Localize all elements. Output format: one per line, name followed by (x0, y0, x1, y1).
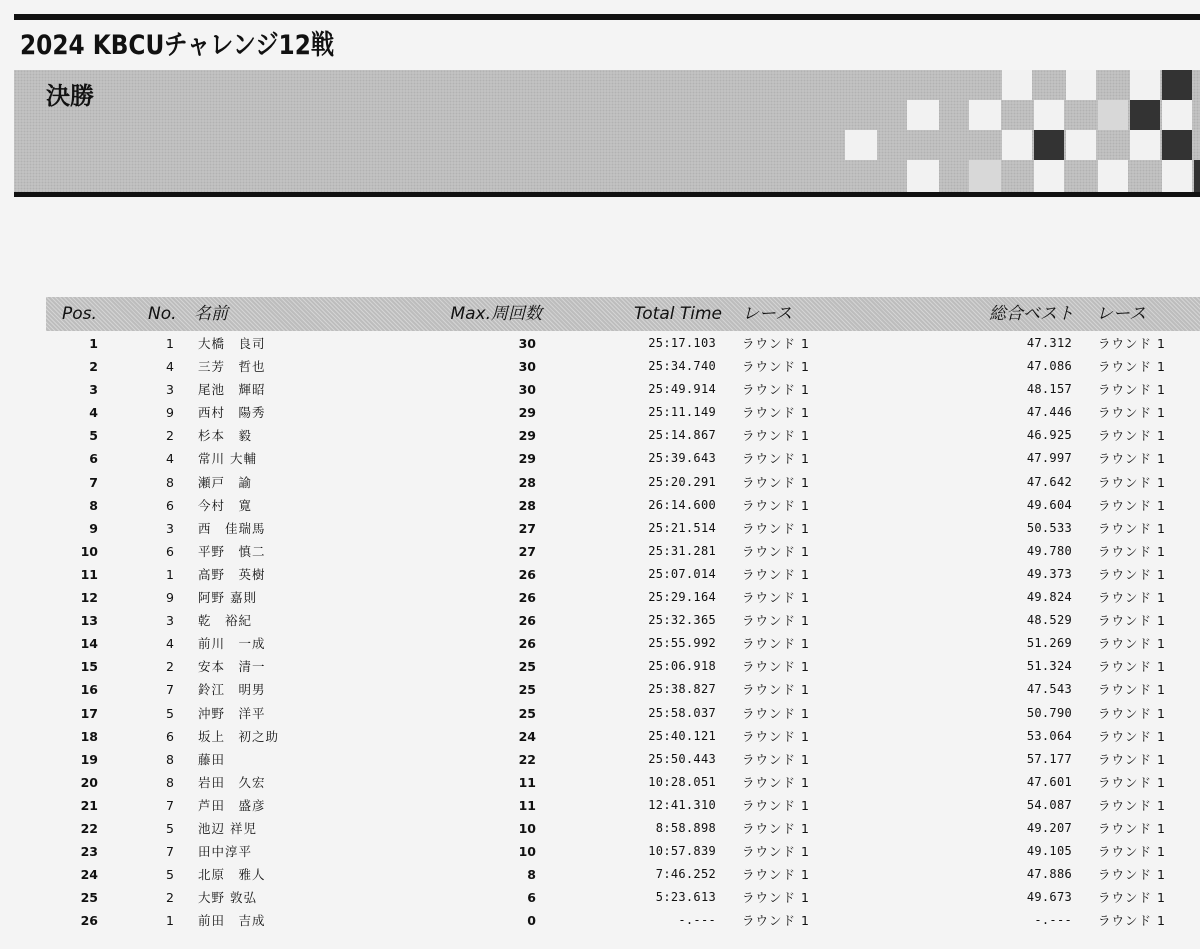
driver-name: 芦田 盛彦 (198, 797, 266, 813)
total-time: 10:28.051 (648, 774, 716, 789)
table-row (0, 725, 1200, 748)
race-label: ラウンド 1 (742, 728, 810, 744)
overall-best-lap: 47.086 (1026, 359, 1072, 374)
col-max-laps: Max.周回数 (450, 304, 542, 324)
max-laps: 26 (518, 613, 536, 629)
max-laps: 25 (518, 682, 536, 698)
car-number: 2 (166, 659, 174, 675)
overall-best-lap: 50.790 (1026, 705, 1072, 720)
best-lap-race-label: ラウンド 1 (1098, 751, 1166, 767)
race-label: ラウンド 1 (742, 844, 810, 860)
car-number: 8 (166, 751, 174, 767)
table-row (0, 378, 1200, 401)
overall-best-lap: -.--- (1034, 913, 1072, 928)
table-row (0, 494, 1200, 517)
table-row (0, 471, 1200, 494)
table-row (0, 702, 1200, 725)
best-lap-race-label: ラウンド 1 (1098, 382, 1166, 398)
overall-best-lap: 47.642 (1026, 474, 1072, 489)
overall-best-lap: 57.177 (1026, 751, 1072, 766)
driver-name: 高野 英樹 (198, 566, 266, 582)
max-laps: 11 (518, 797, 536, 813)
table-row (0, 563, 1200, 586)
race-label: ラウンド 1 (742, 659, 810, 675)
position: 3 (89, 382, 98, 398)
table-row (0, 886, 1200, 909)
max-laps: 30 (518, 382, 536, 398)
race-label: ラウンド 1 (742, 497, 810, 513)
best-lap-race-label: ラウンド 1 (1098, 405, 1166, 421)
title-banner (14, 70, 1200, 192)
driver-name: 尾池 輝昭 (198, 382, 266, 398)
overall-best-lap: 49.105 (1026, 844, 1072, 859)
driver-name: 藤田 (198, 751, 226, 767)
position: 25 (80, 890, 98, 906)
table-row (0, 424, 1200, 447)
best-lap-race-label: ラウンド 1 (1098, 659, 1166, 675)
position: 12 (80, 590, 98, 606)
best-lap-race-label: ラウンド 1 (1098, 913, 1166, 929)
overall-best-lap: 53.064 (1026, 728, 1072, 743)
max-laps: 28 (518, 474, 536, 490)
position: 13 (80, 613, 98, 629)
total-time: 25:06.918 (648, 659, 716, 674)
max-laps: 28 (518, 497, 536, 513)
car-number: 3 (166, 613, 174, 629)
total-time: 25:31.281 (648, 543, 716, 558)
race-label: ラウンド 1 (742, 336, 810, 351)
best-lap-race-label: ラウンド 1 (1098, 774, 1166, 790)
best-lap-race-label: ラウンド 1 (1098, 682, 1166, 698)
driver-name: 三芳 哲也 (198, 359, 266, 375)
table-row (0, 609, 1200, 632)
driver-name: 安本 清一 (198, 659, 266, 675)
total-time: 25:34.740 (648, 359, 716, 374)
race-label: ラウンド 1 (742, 543, 810, 559)
car-number: 1 (166, 913, 174, 929)
col-no: No. (148, 304, 177, 324)
overall-best-lap: 51.269 (1026, 636, 1072, 651)
total-time: 25:20.291 (648, 474, 716, 489)
max-laps: 27 (518, 520, 536, 536)
position: 4 (89, 405, 98, 421)
car-number: 3 (166, 520, 174, 536)
best-lap-race-label: ラウンド 1 (1098, 474, 1166, 490)
max-laps: 6 (527, 890, 536, 906)
position: 20 (80, 774, 98, 790)
race-label: ラウンド 1 (742, 382, 810, 398)
best-lap-race-label: ラウンド 1 (1098, 705, 1166, 721)
total-time: 25:38.827 (648, 682, 716, 697)
total-time: 25:39.643 (648, 451, 716, 466)
race-label: ラウンド 1 (742, 520, 810, 536)
race-label: ラウンド 1 (742, 797, 810, 813)
best-lap-race-label: ラウンド 1 (1098, 867, 1166, 883)
table-row (0, 863, 1200, 886)
max-laps: 29 (518, 451, 536, 467)
position: 15 (80, 659, 98, 675)
table-row (0, 355, 1200, 378)
total-time: 25:32.365 (648, 613, 716, 628)
car-number: 4 (166, 451, 174, 467)
overall-best-lap: 49.207 (1026, 820, 1072, 835)
overall-best-lap: 47.543 (1026, 682, 1072, 697)
best-lap-race-label: ラウンド 1 (1098, 636, 1166, 652)
total-time: 25:21.514 (648, 520, 716, 535)
overall-best-lap: 46.925 (1026, 428, 1072, 443)
race-label: ラウンド 1 (742, 359, 810, 375)
driver-name: 大野 敦弘 (198, 890, 257, 906)
total-time: -.--- (678, 913, 716, 928)
driver-name: 西村 陽秀 (198, 405, 266, 421)
driver-name: 阿野 嘉則 (198, 590, 257, 606)
page-title: 2024 KBCUチャレンジ12戦 (20, 30, 335, 61)
col-total-time: Total Time (633, 304, 722, 324)
total-time: 7:46.252 (655, 867, 716, 882)
max-laps: 26 (518, 566, 536, 582)
car-number: 6 (166, 728, 174, 744)
car-number: 4 (166, 359, 174, 375)
total-time: 25:14.867 (648, 428, 716, 443)
checkered-flag-graphic (14, 70, 1200, 192)
position: 1 (89, 336, 98, 351)
car-number: 1 (166, 336, 174, 351)
table-row (0, 540, 1200, 563)
table-row (0, 517, 1200, 540)
best-lap-race-label: ラウンド 1 (1098, 520, 1166, 536)
overall-best-lap: 47.997 (1026, 451, 1072, 466)
overall-best-lap: 51.324 (1026, 659, 1072, 674)
overall-best-lap: 47.886 (1026, 867, 1072, 882)
race-label: ラウンド 1 (742, 751, 810, 767)
car-number: 4 (166, 636, 174, 652)
car-number: 3 (166, 382, 174, 398)
table-row (0, 840, 1200, 863)
best-lap-race-label: ラウンド 1 (1098, 820, 1166, 836)
position: 7 (89, 474, 98, 490)
best-lap-race-label: ラウンド 1 (1098, 566, 1166, 582)
max-laps: 10 (518, 844, 536, 860)
position: 21 (80, 797, 98, 813)
total-time: 25:55.992 (648, 636, 716, 651)
overall-best-lap: 48.157 (1026, 382, 1072, 397)
table-row (0, 817, 1200, 840)
total-time: 25:17.103 (648, 336, 716, 350)
driver-name: 前田 吉成 (198, 913, 266, 929)
table-row (0, 748, 1200, 771)
max-laps: 0 (527, 913, 536, 929)
table-row (0, 909, 1200, 932)
car-number: 9 (166, 590, 174, 606)
race-label: ラウンド 1 (742, 451, 810, 467)
max-laps: 24 (518, 728, 536, 744)
top-rule (14, 14, 1200, 20)
best-lap-race-label: ラウンド 1 (1098, 451, 1166, 467)
table-row (0, 586, 1200, 609)
race-session-label: 決勝 (46, 82, 94, 110)
table-row (0, 632, 1200, 655)
table-row (0, 771, 1200, 794)
car-number: 7 (166, 797, 174, 813)
total-time: 25:58.037 (648, 705, 716, 720)
position: 22 (80, 820, 98, 836)
col-pos: Pos. (62, 304, 97, 324)
driver-name: 今村 寛 (198, 497, 253, 513)
race-label: ラウンド 1 (742, 636, 810, 652)
total-time: 12:41.310 (648, 797, 716, 812)
overall-best-lap: 54.087 (1026, 797, 1072, 812)
max-laps: 10 (518, 820, 536, 836)
race-label: ラウンド 1 (742, 405, 810, 421)
total-time: 25:50.443 (648, 751, 716, 766)
total-time: 25:29.164 (648, 590, 716, 605)
driver-name: 平野 慎二 (198, 543, 266, 559)
col-name: 名前 (194, 304, 228, 324)
best-lap-race-label: ラウンド 1 (1098, 590, 1166, 606)
driver-name: 大橋 良司 (198, 336, 266, 351)
best-lap-race-label: ラウンド 1 (1098, 728, 1166, 744)
total-time: 25:49.914 (648, 382, 716, 397)
car-number: 7 (166, 682, 174, 698)
race-label: ラウンド 1 (742, 428, 810, 444)
car-number: 6 (166, 543, 174, 559)
race-label: ラウンド 1 (742, 774, 810, 790)
col-best-race: レース (1096, 304, 1147, 324)
race-label: ラウンド 1 (742, 913, 810, 929)
overall-best-lap: 49.373 (1026, 566, 1072, 581)
driver-name: 杉本 毅 (198, 428, 253, 444)
max-laps: 8 (527, 867, 536, 883)
race-label: ラウンド 1 (742, 867, 810, 883)
position: 6 (89, 451, 98, 467)
race-label: ラウンド 1 (742, 566, 810, 582)
results-table-header (46, 297, 1200, 331)
driver-name: 池辺 祥児 (198, 820, 257, 836)
driver-name: 瀬戸 諭 (198, 474, 253, 490)
car-number: 7 (166, 844, 174, 860)
col-race: レース (742, 304, 793, 324)
table-row (0, 794, 1200, 817)
max-laps: 27 (518, 543, 536, 559)
driver-name: 常川 大輔 (198, 451, 257, 467)
max-laps: 29 (518, 405, 536, 421)
banner-rule (14, 192, 1200, 197)
col-overall-best: 総合ベスト (989, 304, 1074, 324)
position: 9 (89, 520, 98, 536)
driver-name: 田中淳平 (198, 844, 253, 860)
race-label: ラウンド 1 (742, 590, 810, 606)
overall-best-lap: 49.824 (1026, 590, 1072, 605)
overall-best-lap: 50.533 (1026, 520, 1072, 535)
driver-name: 鈴江 明男 (198, 682, 266, 698)
position: 8 (89, 497, 98, 513)
position: 24 (80, 867, 98, 883)
table-row (0, 401, 1200, 424)
table-row (0, 655, 1200, 678)
overall-best-lap: 47.312 (1026, 336, 1072, 350)
best-lap-race-label: ラウンド 1 (1098, 890, 1166, 906)
best-lap-race-label: ラウンド 1 (1098, 428, 1166, 444)
position: 14 (80, 636, 98, 652)
table-row (0, 332, 1200, 355)
car-number: 5 (166, 867, 174, 883)
driver-name: 西 佳瑞馬 (198, 520, 266, 536)
car-number: 2 (166, 890, 174, 906)
total-time: 26:14.600 (648, 497, 716, 512)
overall-best-lap: 49.604 (1026, 497, 1072, 512)
total-time: 25:40.121 (648, 728, 716, 743)
total-time: 5:23.613 (655, 890, 716, 905)
overall-best-lap: 49.780 (1026, 543, 1072, 558)
max-laps: 25 (518, 705, 536, 721)
race-label: ラウンド 1 (742, 474, 810, 490)
position: 16 (80, 682, 98, 698)
race-label: ラウンド 1 (742, 820, 810, 836)
max-laps: 22 (518, 751, 536, 767)
car-number: 8 (166, 774, 174, 790)
car-number: 5 (166, 820, 174, 836)
best-lap-race-label: ラウンド 1 (1098, 336, 1166, 351)
table-row (0, 678, 1200, 701)
driver-name: 岩田 久宏 (198, 774, 266, 790)
position: 23 (80, 844, 98, 860)
car-number: 9 (166, 405, 174, 421)
max-laps: 11 (518, 774, 536, 790)
max-laps: 25 (518, 659, 536, 675)
car-number: 2 (166, 428, 174, 444)
position: 18 (80, 728, 98, 744)
max-laps: 30 (518, 336, 536, 351)
car-number: 1 (166, 566, 174, 582)
driver-name: 沖野 洋平 (198, 705, 266, 721)
total-time: 25:07.014 (648, 566, 716, 581)
total-time: 8:58.898 (655, 820, 716, 835)
position: 5 (89, 428, 98, 444)
car-number: 5 (166, 705, 174, 721)
best-lap-race-label: ラウンド 1 (1098, 497, 1166, 513)
overall-best-lap: 48.529 (1026, 613, 1072, 628)
race-label: ラウンド 1 (742, 613, 810, 629)
overall-best-lap: 47.601 (1026, 774, 1072, 789)
max-laps: 29 (518, 428, 536, 444)
total-time: 25:11.149 (648, 405, 716, 420)
position: 11 (80, 566, 98, 582)
driver-name: 前川 一成 (198, 636, 266, 652)
position: 19 (80, 751, 98, 767)
driver-name: 乾 裕紀 (198, 613, 253, 629)
best-lap-race-label: ラウンド 1 (1098, 543, 1166, 559)
best-lap-race-label: ラウンド 1 (1098, 797, 1166, 813)
position: 17 (80, 705, 98, 721)
max-laps: 26 (518, 636, 536, 652)
car-number: 6 (166, 497, 174, 513)
driver-name: 北原 雅人 (198, 867, 266, 883)
position: 26 (80, 913, 98, 929)
best-lap-race-label: ラウンド 1 (1098, 844, 1166, 860)
best-lap-race-label: ラウンド 1 (1098, 613, 1166, 629)
results-table-body (0, 332, 1200, 932)
overall-best-lap: 49.673 (1026, 890, 1072, 905)
position: 2 (89, 359, 98, 375)
max-laps: 30 (518, 359, 536, 375)
race-label: ラウンド 1 (742, 890, 810, 906)
car-number: 8 (166, 474, 174, 490)
max-laps: 26 (518, 590, 536, 606)
total-time: 10:57.839 (648, 844, 716, 859)
race-label: ラウンド 1 (742, 705, 810, 721)
overall-best-lap: 47.446 (1026, 405, 1072, 420)
position: 10 (80, 543, 98, 559)
race-label: ラウンド 1 (742, 682, 810, 698)
driver-name: 坂上 初之助 (198, 728, 280, 744)
table-row (0, 447, 1200, 470)
best-lap-race-label: ラウンド 1 (1098, 359, 1166, 375)
